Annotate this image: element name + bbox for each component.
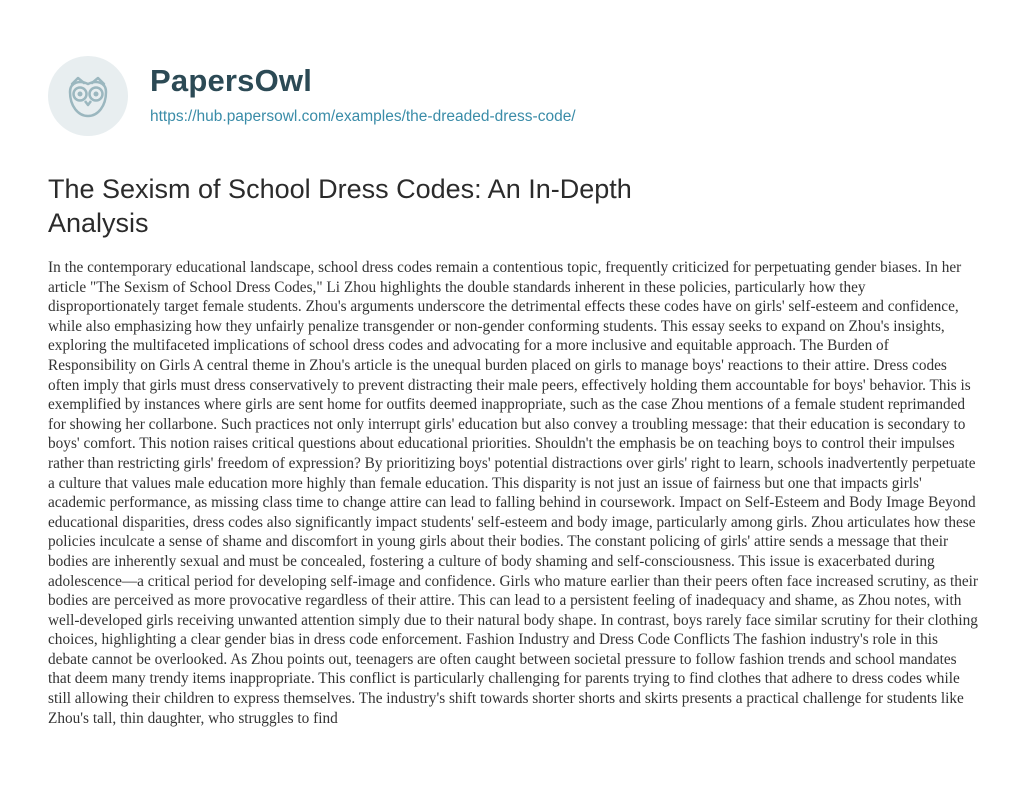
article-title: The Sexism of School Dress Codes: An In-Depth Analysis	[48, 174, 632, 238]
source-url-link[interactable]: https://hub.papersowl.com/examples/the-dreaded-dress-code/	[150, 108, 576, 125]
owl-icon[interactable]	[48, 56, 128, 136]
article-body: In the contemporary educational landscape, school dress codes remain a contentious topic, frequently criticized for perpetuating gender biases. In her article "The Sexism of School Dress Codes," Li Zhou highlights the double standards inherent in these policies, particularly how they disproportionately target female students. Zhou's arguments underscore the detrimental effects these codes have on girls' self-esteem and confidence, while also emphasizing how they unfairly penalize transgender or non-gender conforming students. This essay seeks to expand on Zhou's insights, exploring the multifaceted implications of school dress codes and advocating for a more inclusive and equitable approach. The Burden of Responsibility on Girls A central theme in Zhou's article is the unequal burden placed on girls to manage boys' reactions to their attire. Dress codes often imply that girls must dress conservatively to prevent distracting their male peers, effectively holding them accountable for boys' behavior. This is exemplified by instances where girls are sent home for outfits deemed inappropriate, such as the case Zhou mentions of a female student reprimanded for showing her collarbone. Such practices not only interrupt girls' education but also convey a troubling message: that their education is secondary to boys' comfort. This notion raises critical questions about educational priorities. Shouldn't the emphasis be on teaching boys to control their impulses rather than restricting girls' freedom of expression? By prioritizing boys' potential distractions over girls' right to learn, schools inadvertently perpetuate a culture that values male education more highly than female education. This disparity is not just an issue of fairness but one that impacts girls' academic performance, as missing class time to change attire can lead to falling behind in coursework. Impact on Self-Esteem and Body Image Beyond educational disparities, dress codes also significantly impact students' self-esteem and body image, particularly among girls. Zhou articulates how these policies inculcate a sense of shame and discomfort in young girls about their bodies. The constant policing of girls' attire sends a message that their bodies are inherently sexual and must be concealed, fostering a culture of body shaming and self-consciousness. This issue is exacerbated during adolescence—a critical period for developing self-image and confidence. Girls who mature earlier than their peers often face increased scrutiny, as their bodies are perceived as more provocative regardless of their attire. This can lead to a persistent feeling of inadequacy and shame, as Zhou notes, with well-developed girls receiving unwanted attention simply due to their natural body shape. In contrast, boys rarely face similar scrutiny for their clothing choices, highlighting a clear gender bias in dress code enforcement. Fashion Industry and Dress Code Conflicts The fashion industry's role in this debate cannot be overlooked. As Zhou points out, teenagers are often caught between societal pressure to follow fashion trends and school mandates that deem many trendy items inappropriate. This conflict is particularly challenging for parents trying to find clothes that adhere to dress codes while still allowing their children to express themselves. The industry's shift towards shorter shorts and skirts presents a practical challenge for students like Zhou's tall, thin daughter, who struggles to find	[48, 259, 979, 727]
brand-name[interactable]: PapersOwl	[150, 63, 313, 98]
brand-block	[150, 62, 576, 126]
site-header	[48, 56, 576, 136]
owl-icon-graphic	[62, 70, 114, 122]
